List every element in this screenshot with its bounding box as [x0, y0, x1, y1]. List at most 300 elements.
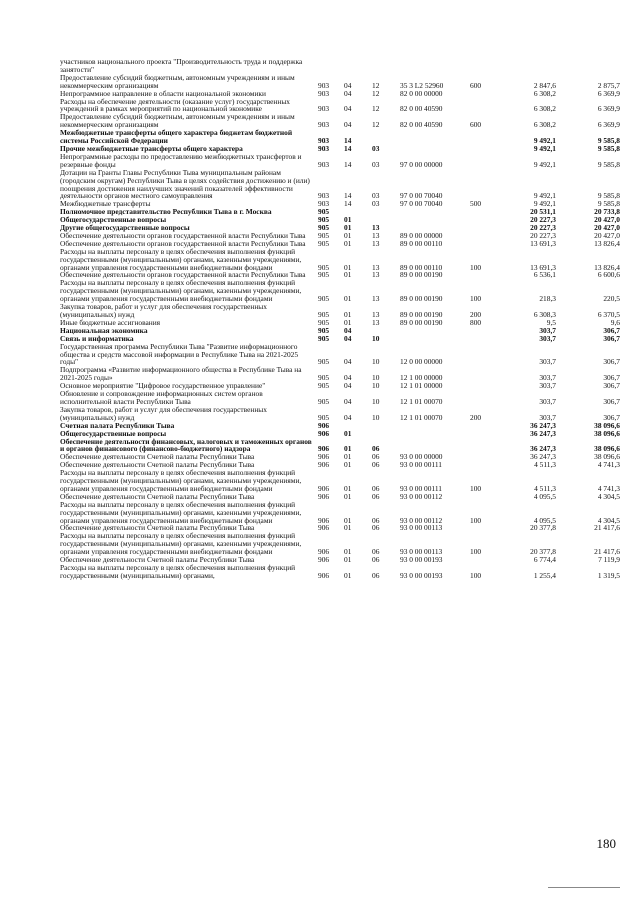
row-amount-year1: 13 691,3 — [530, 262, 556, 272]
row-ministry-code: 905 — [318, 333, 330, 343]
table-row — [60, 343, 620, 367]
table-row — [60, 501, 620, 525]
row-subsection: 13 — [372, 223, 380, 233]
row-target-article: 93 0 00 00113 — [400, 523, 443, 533]
row-subsection: 12 — [372, 88, 380, 98]
row-ministry-code: 905 — [318, 310, 330, 319]
row-amount-year1: 9 492,1 — [533, 136, 556, 146]
row-section — [344, 58, 372, 74]
row-amount-year1: 6 308,3 — [533, 310, 556, 319]
row-section: 14 — [344, 136, 352, 146]
row-amount-year2: 4 741,3 — [597, 483, 620, 493]
row-amount-year2: 9,6 — [610, 317, 620, 327]
table-row — [60, 303, 620, 319]
row-name: Расходы на выплаты персоналу в целях обеспечения выполнения функций государственными (муниципальными) органами, казенными учреждениями, органами управления государственными внебюджетными фондами — [60, 468, 302, 493]
table-row — [60, 279, 620, 303]
row-target-article — [400, 208, 470, 216]
row-subsection: 06 — [372, 444, 380, 454]
row-ministry-code: 903 — [318, 159, 330, 169]
row-subsection: 10 — [372, 396, 380, 406]
row-expense-type: 600 — [470, 80, 482, 90]
row-expense-type: 100 — [470, 515, 482, 525]
row-name: Непрограммные расходы по предоставлению межбюджетных трансфертов и резервные фонды — [60, 151, 302, 169]
row-subsection: 13 — [372, 270, 380, 280]
row-amount-year1: 6 774,4 — [533, 555, 556, 565]
row-expense-type — [470, 129, 494, 145]
row-subsection — [372, 422, 400, 430]
row-expense-type — [470, 169, 494, 201]
budget-table-body — [60, 58, 620, 580]
row-target-article — [400, 430, 470, 438]
row-ministry-code: 906 — [318, 428, 330, 438]
row-amount-year2: 1 319,5 — [597, 570, 620, 580]
row-section: 04 — [344, 325, 352, 335]
row-name: Обеспечение деятельности органов государственной власти Республики Тыва — [60, 238, 306, 248]
row-section: 01 — [344, 238, 352, 248]
row-amount-year1: 303,7 — [539, 381, 556, 391]
budget-table — [60, 58, 620, 580]
row-amount-year2: 6 369,9 — [597, 120, 620, 130]
row-amount-year2: 4 304,5 — [597, 491, 620, 501]
row-amount-year1: 4 511,3 — [534, 483, 556, 493]
row-amount-year1: 9 492,1 — [533, 199, 556, 209]
row-ministry-code: 906 — [318, 460, 330, 470]
row-expense-type — [470, 453, 494, 461]
row-amount-year2: 13 826,4 — [594, 238, 620, 248]
row-expense-type — [470, 493, 494, 501]
row-expense-type — [470, 98, 494, 114]
table-row — [60, 98, 620, 114]
row-amount-year2: 9 585,8 — [597, 143, 620, 153]
row-ministry-code: 906 — [318, 555, 330, 565]
row-target-article: 89 0 00 00190 — [400, 294, 443, 304]
row-amount-year1: 20 227,3 — [530, 230, 556, 240]
row-target-article: 89 0 00 00190 — [400, 310, 443, 319]
table-row — [60, 406, 620, 422]
row-name: Национальная экономика — [60, 325, 148, 335]
row-amount-year1: 20 227,3 — [530, 215, 556, 225]
row-name: Обеспечение деятельности Счетной палаты Республики Тыва — [60, 491, 255, 501]
row-amount-year1: 20 377,8 — [530, 547, 556, 557]
row-name: Предоставление субсидий бюджетным, автономным учреждениям и иным некоммерческим организациям — [60, 72, 295, 90]
row-amount-year1: 218,3 — [539, 294, 556, 304]
row-amount-year1: 9 492,1 — [533, 159, 556, 169]
row-subsection — [372, 58, 400, 74]
row-amount-year2: 2 875,7 — [597, 80, 620, 90]
row-expense-type — [470, 430, 494, 438]
row-expense-type — [470, 90, 494, 98]
row-section: 01 — [344, 444, 352, 454]
row-name: Расходы на выплаты персоналу в целях обеспечения выполнения функций государственными (муниципальными) органами, казенными учреждениями, органами управления государственными внебюджетными фондами — [60, 278, 302, 304]
row-ministry-code: 905 — [318, 317, 330, 327]
row-expense-type: 100 — [470, 483, 482, 493]
row-target-article: 93 0 00 00111 — [400, 460, 442, 470]
row-target-article: 12 1 01 00070 — [400, 412, 443, 422]
row-amount-year2: 306,7 — [603, 357, 620, 367]
row-ministry-code: 905 — [318, 270, 330, 280]
row-target-article: 89 0 00 00110 — [400, 238, 443, 248]
row-expense-type: 100 — [470, 547, 482, 557]
row-amount-year1: 36 247,3 — [530, 428, 556, 438]
row-ministry-code: 906 — [318, 547, 330, 557]
row-amount-year1: 303,7 — [539, 396, 556, 406]
row-name: Обеспечение деятельности Счетной палаты Республики Тыва — [60, 523, 255, 533]
row-amount-year2: 38 096,6 — [594, 452, 620, 462]
row-subsection: 10 — [372, 333, 380, 343]
row-section: 04 — [344, 333, 352, 343]
row-amount-year2: 6 370,5 — [597, 310, 620, 319]
row-name: Расходы на выплаты персоналу в целях обеспечения выполнения функций государственными (муниципальными) органами, казенными учреждениями, органами управления государственными внебюджетными фондами — [60, 531, 302, 557]
row-amount-year2: 21 417,6 — [594, 547, 620, 557]
row-expense-type — [470, 58, 494, 74]
row-amount-year2: 6 369,9 — [597, 88, 620, 98]
row-amount-year2: 20 427,0 — [594, 223, 620, 233]
row-subsection: 06 — [372, 547, 380, 557]
row-amount-year1: 9 492,1 — [533, 191, 556, 201]
row-ministry-code: 906 — [318, 483, 330, 493]
row-section: 01 — [344, 555, 352, 565]
table-row — [60, 129, 620, 145]
row-section: 01 — [344, 491, 352, 501]
row-expense-type — [470, 382, 494, 390]
row-ministry-code: 906 — [318, 452, 330, 462]
row-section: 14 — [344, 159, 352, 169]
row-amount-year1: 13 691,3 — [530, 238, 556, 248]
row-amount-year1: 36 247,3 — [530, 452, 556, 462]
row-amount-year2: 21 417,6 — [594, 523, 620, 533]
row-ministry-code: 905 — [318, 207, 330, 217]
row-section: 01 — [344, 317, 352, 327]
row-ministry-code: 903 — [318, 88, 330, 98]
row-name: Счетная палата Республики Тыва — [60, 420, 175, 430]
row-amount-year1: 6 308,2 — [533, 120, 556, 130]
row-ministry-code: 903 — [318, 136, 330, 146]
row-name: Полномочное представительство Республики Тыва в г. Москва — [60, 207, 272, 217]
table-row — [60, 58, 620, 74]
row-name: Связь и информатика — [60, 333, 134, 343]
row-section: 14 — [344, 199, 352, 209]
row-amount-year2: 6 369,9 — [597, 104, 620, 114]
row-amount-year1: 6 308,2 — [533, 104, 556, 114]
row-section: 01 — [344, 547, 352, 557]
row-target-article — [400, 129, 470, 145]
row-target-article — [400, 58, 470, 74]
row-target-article — [400, 145, 470, 153]
row-name: Общегосударственные вопросы — [60, 215, 167, 225]
row-expense-type: 100 — [470, 570, 482, 580]
row-section: 04 — [344, 80, 352, 90]
row-ministry-code: 905 — [318, 412, 330, 422]
row-amount-year2: 20 733,8 — [594, 207, 620, 217]
row-expense-type — [470, 145, 494, 153]
row-amount-year2: 306,7 — [603, 412, 620, 422]
row-section: 04 — [344, 396, 352, 406]
row-subsection: 06 — [372, 523, 380, 533]
row-ministry-code: 906 — [318, 515, 330, 525]
row-ministry-code: 903 — [318, 143, 330, 153]
table-row — [60, 469, 620, 493]
row-amount-year1: 303,7 — [539, 325, 556, 335]
row-ministry-code: 905 — [318, 294, 330, 304]
row-name: Иные бюджетные ассигнования — [60, 317, 161, 327]
row-target-article: 82 0 00 00000 — [400, 88, 443, 98]
row-expense-type — [470, 556, 494, 564]
row-expense-type: 100 — [470, 294, 482, 304]
row-name: Обеспечение деятельности Счетной палаты Республики Тыва — [60, 555, 255, 565]
row-ministry-code: 905 — [318, 373, 330, 383]
row-target-article: 12 1 01 00070 — [400, 396, 443, 406]
row-section: 01 — [344, 523, 352, 533]
row-amount-year1: 4 095,5 — [533, 491, 556, 501]
row-name: Общегосударственные вопросы — [60, 428, 167, 438]
row-name: Закупка товаров, работ и услуг для обеспечения государственных (муниципальных) нужд — [60, 302, 267, 319]
row-amount-year2: 306,7 — [603, 333, 620, 343]
row-target-article: 89 0 00 00190 — [400, 270, 443, 280]
row-amount-year2: 38 096,6 — [594, 444, 620, 454]
row-amount-year2: 306,7 — [603, 381, 620, 391]
row-subsection: 10 — [372, 381, 380, 391]
table-row — [60, 327, 620, 335]
row-name: Основное мероприятие "Цифровое государственное управление" — [60, 381, 266, 391]
row-subsection: 03 — [372, 199, 380, 209]
row-amount-year1: 4 095,5 — [533, 515, 556, 525]
row-name: Дотации на Гранты Главы Республики Тыва муниципальным районам (городским округам) Республики Тыва в целях содействия достижению и (или) поощрения достижения наилучших значений показателей эффективности деятельности органов местного самоуправления — [60, 167, 310, 201]
table-row — [60, 390, 620, 406]
row-target-article: 12 1 00 00000 — [400, 373, 443, 383]
row-target-article: 12 1 01 00000 — [400, 381, 443, 391]
row-amount-year1: 36 247,3 — [530, 420, 556, 430]
row-expense-type — [470, 524, 494, 532]
row-subsection: 13 — [372, 317, 380, 327]
row-amount-year2: 306,7 — [603, 396, 620, 406]
row-ministry-code: 903 — [318, 104, 330, 114]
row-ministry-code: 903 — [318, 80, 330, 90]
row-ministry-code: 905 — [318, 396, 330, 406]
row-amount-year1: 36 247,3 — [530, 444, 556, 454]
row-expense-type: 200 — [470, 412, 482, 422]
row-section: 14 — [344, 143, 352, 153]
row-subsection: 12 — [372, 80, 380, 90]
budget-table-sheet — [60, 58, 620, 580]
row-amount-year1: 6 536,1 — [533, 270, 556, 280]
row-section: 01 — [344, 294, 352, 304]
row-subsection: 12 — [372, 104, 380, 114]
row-amount-year2: 306,7 — [603, 373, 620, 383]
table-row — [60, 169, 620, 201]
row-section: 04 — [344, 88, 352, 98]
row-expense-type — [470, 390, 494, 406]
row-subsection: 06 — [372, 483, 380, 493]
row-expense-type — [470, 438, 494, 454]
row-ministry-code: 903 — [318, 191, 330, 201]
row-ministry-code: 905 — [318, 262, 330, 272]
row-subsection — [372, 129, 400, 145]
row-target-article: 97 0 00 70040 — [400, 199, 443, 209]
row-name: Непрограммное направление в области национальной экономики — [60, 88, 266, 98]
row-ministry-code: 906 — [318, 420, 330, 430]
row-amount-year2 — [556, 58, 620, 74]
row-subsection: 13 — [372, 262, 380, 272]
row-expense-type — [470, 153, 494, 169]
row-amount-year2: 9 585,8 — [597, 159, 620, 169]
row-section: 01 — [344, 483, 352, 493]
row-amount-year2: 4 304,5 — [597, 515, 620, 525]
row-name: Обеспечение деятельности органов государственной власти Республики Тыва — [60, 230, 306, 240]
table-row — [60, 153, 620, 169]
row-section: 01 — [344, 515, 352, 525]
row-expense-type: 500 — [470, 199, 482, 209]
row-amount-year2: 220,5 — [603, 294, 620, 304]
row-subsection: 13 — [372, 230, 380, 240]
row-amount-year2: 9 585,8 — [597, 191, 620, 201]
row-amount-year1: 4 511,3 — [534, 460, 556, 470]
row-section: 01 — [344, 460, 352, 470]
row-expense-type — [470, 335, 494, 343]
row-amount-year2: 9 585,8 — [597, 136, 620, 146]
row-section: 04 — [344, 104, 352, 114]
table-row — [60, 366, 620, 382]
row-expense-type: 800 — [470, 317, 482, 327]
row-target-article — [400, 216, 470, 224]
row-section: 01 — [344, 215, 352, 225]
row-target-article: 93 0 00 00193 — [400, 555, 443, 565]
row-amount-year1: 20 377,8 — [530, 523, 556, 533]
row-amount-year2: 38 096,6 — [594, 420, 620, 430]
row-amount-year2: 6 600,6 — [597, 270, 620, 280]
row-ministry-code: 906 — [318, 491, 330, 501]
row-name: Межбюджетные трансферты — [60, 199, 151, 209]
row-subsection: 06 — [372, 460, 380, 470]
row-expense-type — [470, 422, 494, 430]
row-expense-type — [470, 232, 494, 240]
row-amount-year1: 2 847,6 — [533, 80, 556, 90]
row-ministry-code: 905 — [318, 215, 330, 225]
row-name: Расходы на выплаты персоналу в целях обеспечения выполнения функций государственными (муниципальными) органами, казенными учреждениями, органами управления государственными внебюджетными фондами — [60, 499, 302, 525]
row-target-article: 12 0 00 00000 — [400, 357, 443, 367]
row-name: Обновление и сопровождение информационных систем органов исполнительной власти Республики Тыва — [60, 389, 263, 406]
row-section: 04 — [344, 357, 352, 367]
table-row — [60, 248, 620, 272]
row-name: Другие общегосударственные вопросы — [60, 223, 190, 233]
row-name: Закупка товаров, работ и услуг для обеспечения государственных (муниципальных) нужд — [60, 404, 267, 422]
row-ministry-code: 905 — [318, 381, 330, 391]
row-amount-year1: 303,7 — [539, 333, 556, 343]
row-name: Обеспечение деятельности Счетной палаты Республики Тыва — [60, 452, 255, 462]
row-target-article: 93 0 00 00113 — [400, 547, 443, 557]
row-subsection: 13 — [372, 238, 380, 248]
row-ministry-code: 903 — [318, 199, 330, 209]
row-expense-type — [470, 224, 494, 232]
row-amount-year1 — [494, 58, 556, 74]
row-name: Подпрограмма «Развитие информационного общества в Республике Тыва на 2021-2025 годы» — [60, 365, 302, 383]
table-row — [60, 564, 620, 580]
row-amount-year1: 20 531,1 — [530, 207, 556, 217]
row-section: 04 — [344, 381, 352, 391]
row-expense-type — [470, 216, 494, 224]
row-section: 01 — [344, 428, 352, 438]
row-expense-type — [470, 208, 494, 216]
row-subsection: 13 — [372, 294, 380, 304]
row-section: 01 — [344, 230, 352, 240]
row-section: 04 — [344, 373, 352, 383]
row-amount-year2: 306,7 — [603, 325, 620, 335]
row-section: 01 — [344, 310, 352, 319]
row-amount-year1: 20 227,3 — [530, 223, 556, 233]
row-expense-type: 100 — [470, 262, 482, 272]
row-amount-year1: 1 255,4 — [533, 570, 556, 580]
row-amount-year1: 9,5 — [546, 317, 556, 327]
row-subsection: 13 — [372, 310, 380, 319]
row-expense-type — [470, 327, 494, 335]
row-subsection: 06 — [372, 515, 380, 525]
row-subsection — [372, 208, 400, 216]
row-name: Расходы на выплаты персоналу в целях обеспечения выполнения функций государственными (муниципальными) органами, казенными учреждениями, органами управления государственными внебюджетными фондами — [60, 246, 302, 272]
row-section: 01 — [344, 270, 352, 280]
row-amount-year2: 20 427,0 — [594, 215, 620, 225]
row-section: 01 — [344, 262, 352, 272]
table-row — [60, 532, 620, 556]
row-subsection: 03 — [372, 191, 380, 201]
row-subsection: 06 — [372, 452, 380, 462]
row-target-article: 93 0 00 00000 — [400, 452, 443, 462]
row-target-article — [400, 335, 470, 343]
row-amount-year1: 303,7 — [539, 373, 556, 383]
row-name: Предоставление субсидий бюджетным, автономным учреждениям и иным некоммерческим организациям — [60, 112, 295, 130]
footer-mark — [548, 887, 620, 888]
row-target-article: 93 0 00 00112 — [400, 515, 443, 525]
row-target-article — [400, 422, 470, 430]
row-amount-year1: 303,7 — [539, 412, 556, 422]
row-subsection: 06 — [372, 491, 380, 501]
row-subsection: 03 — [372, 143, 380, 153]
row-target-article — [400, 438, 470, 454]
row-subsection: 12 — [372, 120, 380, 130]
row-ministry-code: 906 — [318, 523, 330, 533]
row-expense-type — [470, 343, 494, 367]
row-subsection: 03 — [372, 159, 380, 169]
row-expense-type: 200 — [470, 310, 482, 319]
row-target-article: 89 0 00 00190 — [400, 317, 443, 327]
row-section: 14 — [344, 191, 352, 201]
row-name: Расходы на выплаты персоналу в целях обеспечения выполнения функций государственными (муниципальными) органами, — [60, 563, 296, 580]
row-target-article: 97 0 00 70040 — [400, 191, 443, 201]
row-ministry-code: 905 — [318, 230, 330, 240]
row-target-article: 93 0 00 00193 — [400, 570, 443, 580]
row-target-article: 89 0 00 00110 — [400, 262, 443, 272]
row-expense-type — [470, 240, 494, 248]
row-name: Прочие межбюджетные трансферты общего характера — [60, 143, 243, 153]
row-ministry-code: 905 — [318, 325, 330, 335]
table-row — [60, 438, 620, 454]
row-amount-year1: 6 308,2 — [533, 88, 556, 98]
row-amount-year1: 303,7 — [539, 357, 556, 367]
row-target-article: 93 0 00 00111 — [400, 483, 442, 493]
row-expense-type — [470, 271, 494, 279]
row-target-article: 82 0 00 40590 — [400, 120, 443, 130]
row-section: 04 — [344, 412, 352, 422]
row-ministry-code — [318, 58, 344, 74]
row-subsection: 10 — [372, 373, 380, 383]
row-amount-year2: 7 119,9 — [598, 555, 620, 565]
row-amount-year2: 9 585,8 — [597, 199, 620, 209]
row-amount-year2: 13 826,4 — [594, 262, 620, 272]
row-target-article: 97 0 00 00000 — [400, 159, 443, 169]
row-amount-year1: 9 492,1 — [533, 143, 556, 153]
row-amount-year2: 20 427,0 — [594, 230, 620, 240]
table-row — [60, 113, 620, 129]
row-ministry-code: 906 — [318, 444, 330, 454]
row-amount-year2: 4 741,3 — [597, 460, 620, 470]
